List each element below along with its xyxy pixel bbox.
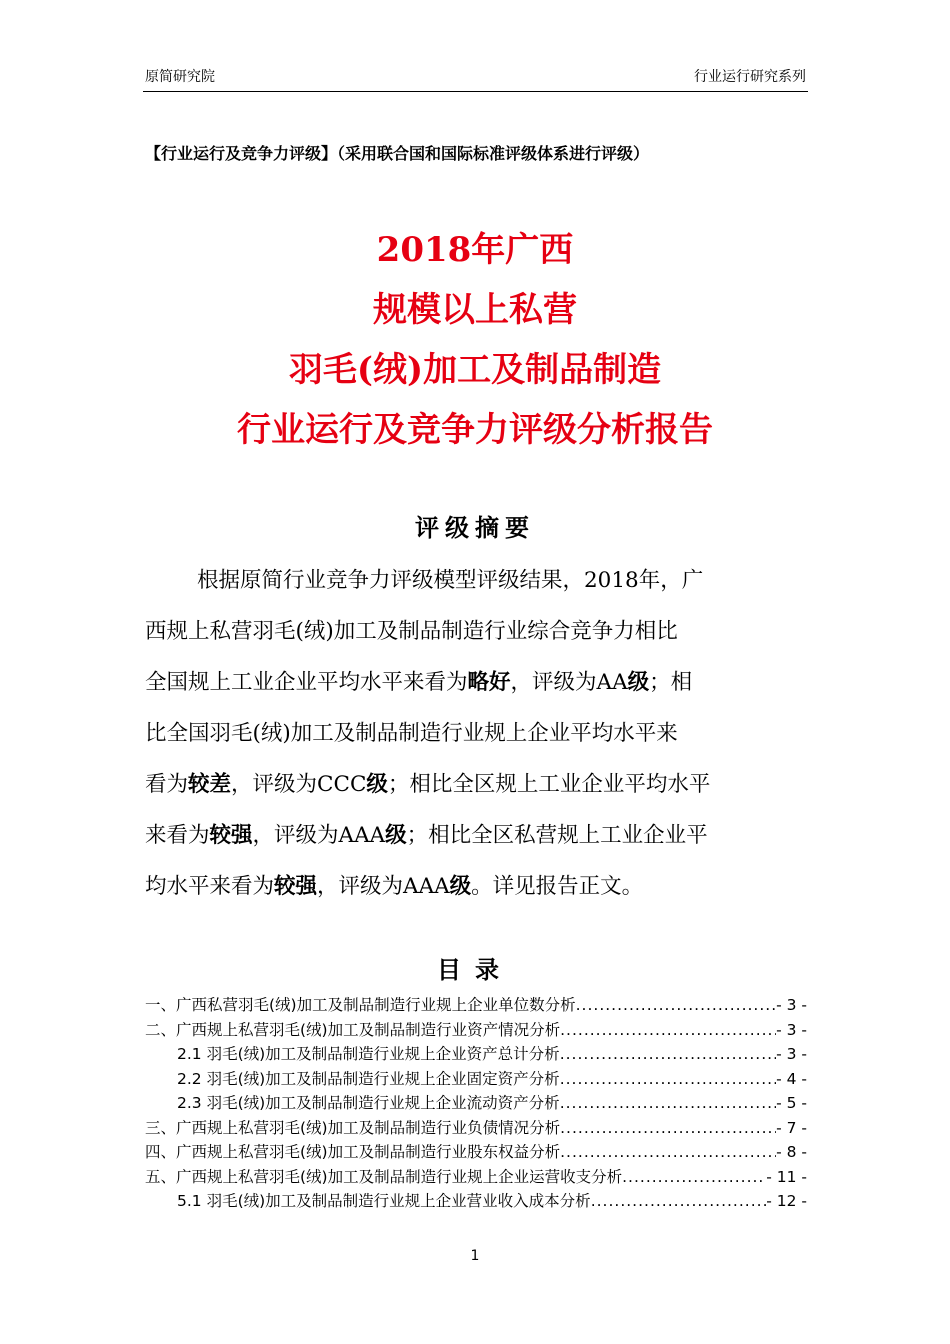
summary-text: 全国规上工业企业平均水平来看为 (145, 670, 468, 695)
summary-grade: AAA (403, 874, 450, 899)
toc-entry-page: - 3 - (776, 1045, 807, 1063)
toc-entry-label: 2.2 羽毛(绒)加工及制品制造行业规上企业固定资产分析 (177, 1069, 560, 1088)
toc-entry[interactable] (145, 1018, 807, 1043)
report-title-line-1: 2018年广西 (376, 230, 574, 270)
summary-line (145, 555, 809, 606)
toc-entry[interactable] (145, 1116, 807, 1141)
summary-text: 比全国羽毛(绒)加工及制品制造行业规上企业平均水平来 (145, 721, 678, 746)
header-org: 原简研究院 (145, 69, 215, 85)
summary-text: 均水平来看为 (145, 874, 275, 899)
summary-grade: CCC (317, 772, 367, 797)
toc-entry-label: 5.1 羽毛(绒)加工及制品制造行业规上企业营业收入成本分析 (177, 1192, 591, 1210)
toc-leader-dots (560, 1021, 776, 1039)
summary-heading: 评级摘要 (415, 514, 535, 542)
toc-heading: 目录 (437, 956, 513, 984)
summary-emphasis: 略好 (467, 670, 511, 695)
toc-entry-page: - 4 - (776, 1069, 807, 1088)
toc-entry-page: - 5 - (776, 1094, 807, 1112)
summary-line (145, 861, 809, 912)
rating-tagline: 【行业运行及竞争力评级】（采用联合国和国际标准评级体系进行评级） (145, 144, 650, 163)
toc-leader-dots (560, 1045, 776, 1063)
summary-text: ，评级为 (317, 874, 404, 899)
toc-entry-label: 2.3 羽毛(绒)加工及制品制造行业规上企业流动资产分析 (177, 1094, 560, 1112)
summary-text: 来看为 (145, 823, 210, 848)
toc-entry[interactable] (145, 1067, 807, 1092)
toc-entry[interactable] (145, 993, 807, 1018)
toc-leader-dots (560, 1119, 776, 1137)
toc-entry[interactable] (145, 1189, 807, 1214)
toc-leader-dots (560, 1143, 776, 1161)
summary-line (145, 759, 809, 810)
summary-grade: AAA (338, 823, 386, 848)
page-number: 1 (470, 1248, 480, 1264)
summary-emphasis: 较差 (188, 772, 232, 797)
report-title-line-3: 羽毛(绒)加工及制品制造 (288, 350, 662, 390)
toc-leader-dots (622, 1168, 766, 1186)
summary-emphasis: 较强 (274, 874, 318, 899)
toc-entry-label: 2.1 羽毛(绒)加工及制品制造行业规上企业资产总计分析 (177, 1045, 560, 1063)
summary-body (145, 555, 809, 912)
summary-text: ，评级为 (231, 772, 318, 797)
toc-entry-page: - 7 - (776, 1118, 807, 1137)
toc-entry-label: 四、广西规上私营羽毛(绒)加工及制品制造行业股东权益分析 (145, 1143, 561, 1161)
toc-entry-page: - 11 - (766, 1167, 807, 1186)
summary-emphasis: 级 (366, 772, 388, 797)
summary-emphasis: 级 (385, 823, 407, 848)
toc-entry[interactable] (145, 1165, 807, 1190)
toc-entry-page: - 3 - (776, 996, 807, 1014)
summary-line (145, 606, 809, 657)
header-series: 行业运行研究系列 (694, 69, 806, 85)
summary-grade: AA (596, 670, 628, 695)
toc-leader-dots (560, 1094, 776, 1112)
summary-text: 西规上私营羽毛(绒)加工及制品制造行业综合竞争力相比 (145, 619, 678, 644)
summary-emphasis: 级 (627, 670, 650, 695)
toc-leader-dots (560, 1070, 776, 1088)
summary-text: ；相比全区私营规上工业企业平 (406, 823, 708, 848)
report-title-line-2: 规模以上私营 (373, 290, 577, 330)
summary-line (145, 657, 809, 708)
summary-text: ；相比全区规上工业企业平均水平 (387, 772, 711, 797)
toc-leader-dots (576, 996, 776, 1014)
summary-text: ；相 (649, 670, 693, 695)
summary-emphasis: 级 (449, 874, 472, 899)
toc-entry[interactable] (145, 1091, 807, 1116)
toc-entry[interactable] (145, 1140, 807, 1165)
toc-leader-dots (591, 1192, 767, 1210)
toc-entry-page: - 8 - (776, 1143, 807, 1161)
table-of-contents (145, 993, 807, 1214)
toc-entry-label: 三、广西规上私营羽毛(绒)加工及制品制造行业负债情况分析 (145, 1118, 561, 1137)
summary-text: ，评级为 (252, 823, 339, 848)
summary-emphasis: 较强 (209, 823, 253, 848)
summary-line (145, 708, 809, 759)
header-rule (143, 91, 808, 92)
summary-text: 看为 (145, 772, 189, 797)
summary-text: ，评级为 (510, 670, 597, 695)
toc-entry[interactable] (145, 1042, 807, 1067)
toc-entry-label: 二、广西规上私营羽毛(绒)加工及制品制造行业资产情况分析 (145, 1020, 561, 1039)
summary-text: 。详见报告正文。 (471, 874, 644, 899)
report-title-line-4: 行业运行及竞争力评级分析报告 (237, 410, 713, 450)
summary-text: 根据原简行业竞争力评级模型评级结果，2018年，广 (197, 568, 704, 593)
toc-entry-page: - 3 - (776, 1020, 807, 1039)
summary-line (145, 810, 809, 861)
toc-entry-page: - 12 - (766, 1192, 807, 1210)
toc-entry-label: 五、广西规上私营羽毛(绒)加工及制品制造行业规上企业运营收支分析 (145, 1167, 623, 1186)
toc-entry-label: 一、广西私营羽毛(绒)加工及制品制造行业规上企业单位数分析 (145, 996, 576, 1014)
